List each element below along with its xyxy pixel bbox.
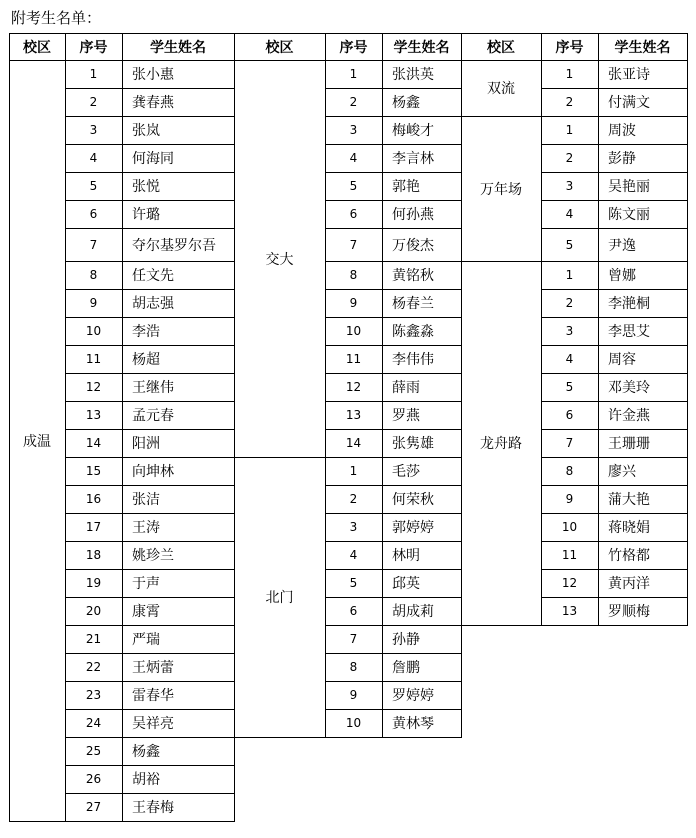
- row-number: 9: [89, 296, 98, 310]
- row-number: 16: [85, 492, 102, 506]
- row-number: 11: [561, 548, 578, 562]
- table-rule: [65, 821, 235, 822]
- row-number: 6: [349, 604, 358, 618]
- student-name: 夺尔基罗尔吾: [132, 237, 216, 254]
- student-name: 阳洲: [132, 436, 160, 452]
- student-name: 何孙燕: [392, 207, 434, 223]
- table-rule: [598, 116, 599, 262]
- table-rule: [325, 457, 326, 738]
- table-rule: [598, 60, 599, 117]
- row-number: 9: [349, 296, 358, 310]
- student-name: 林明: [392, 548, 420, 564]
- row-number: 3: [349, 123, 358, 137]
- row-number: 8: [565, 464, 574, 478]
- student-name: 郭艳: [392, 179, 420, 195]
- student-name: 廖兴: [608, 464, 636, 480]
- student-name: 毛莎: [392, 464, 420, 480]
- column-header: 序号: [79, 39, 108, 56]
- table-rule: [461, 60, 462, 117]
- row-number: 5: [565, 237, 574, 252]
- table-rule: [461, 261, 462, 626]
- table-rule: [65, 60, 66, 822]
- student-name: 詹鹏: [392, 660, 420, 676]
- table-rule: [541, 116, 542, 262]
- student-name: 张悦: [132, 179, 160, 195]
- row-number: 2: [89, 95, 98, 109]
- table-rule: [325, 33, 326, 61]
- student-name: 康霄: [132, 604, 160, 620]
- table-rule: [541, 261, 542, 626]
- table-rule: [541, 60, 542, 117]
- student-name: 蒋晓娟: [608, 520, 650, 536]
- student-name: 龚春燕: [132, 95, 174, 111]
- student-name: 张小惠: [132, 67, 174, 83]
- row-number: 4: [349, 548, 358, 562]
- table-rule: [687, 60, 688, 117]
- table-rule: [234, 60, 235, 458]
- table-rule: [9, 33, 688, 34]
- student-name: 吴艳丽: [608, 179, 650, 195]
- table-rule: [382, 457, 383, 738]
- table-rule: [382, 33, 383, 61]
- row-number: 8: [349, 268, 358, 282]
- row-number: 3: [89, 123, 98, 137]
- row-number: 2: [349, 492, 358, 506]
- student-name: 陈文丽: [608, 207, 650, 223]
- table-rule: [325, 737, 462, 738]
- column-header: 序号: [555, 39, 584, 56]
- row-number: 1: [565, 123, 574, 137]
- student-name: 罗婷婷: [392, 688, 434, 704]
- campus-cell: 双流: [487, 81, 515, 97]
- student-name: 张洁: [132, 492, 160, 508]
- row-number: 5: [349, 576, 358, 590]
- table-rule: [325, 60, 326, 458]
- student-name: 杨超: [132, 352, 160, 368]
- row-number: 15: [85, 464, 102, 478]
- student-name: 王炳蕾: [132, 660, 174, 676]
- table-rule: [598, 261, 599, 626]
- student-name: 张亚诗: [608, 67, 650, 83]
- student-name: 李浩: [132, 324, 160, 340]
- student-name: 李滟桐: [608, 296, 650, 312]
- student-name: 竹格都: [608, 548, 650, 564]
- row-number: 13: [345, 408, 362, 422]
- student-name: 胡志强: [132, 296, 174, 312]
- student-name: 梅峻才: [392, 123, 434, 139]
- row-number: 12: [561, 576, 578, 590]
- table-rule: [541, 33, 542, 61]
- row-number: 7: [89, 237, 98, 252]
- row-number: 17: [85, 520, 102, 534]
- table-rule: [234, 737, 326, 738]
- row-number: 10: [345, 716, 362, 730]
- table-rule: [382, 60, 383, 458]
- row-number: 4: [565, 352, 574, 366]
- row-number: 9: [565, 492, 574, 506]
- row-number: 10: [561, 520, 578, 534]
- student-name: 李言林: [392, 151, 434, 167]
- student-name: 罗顺梅: [608, 604, 650, 620]
- row-number: 14: [345, 436, 362, 450]
- row-number: 5: [349, 179, 358, 193]
- row-number: 4: [565, 207, 574, 221]
- row-number: 8: [349, 660, 358, 674]
- student-name: 吴祥亮: [132, 716, 174, 732]
- column-header: 序号: [339, 39, 368, 56]
- row-number: 12: [85, 380, 102, 394]
- table-rule: [461, 33, 462, 61]
- campus-cell: 交大: [265, 251, 294, 268]
- student-name: 邱英: [392, 576, 420, 592]
- row-number: 1: [565, 268, 574, 282]
- row-number: 10: [85, 324, 102, 338]
- student-name: 孙静: [392, 632, 420, 648]
- row-number: 2: [565, 95, 574, 109]
- row-number: 6: [565, 408, 574, 422]
- row-number: 2: [565, 151, 574, 165]
- row-number: 1: [89, 67, 98, 81]
- row-number: 2: [565, 296, 574, 310]
- row-number: 13: [85, 408, 102, 422]
- row-number: 23: [85, 688, 102, 702]
- student-name: 彭静: [608, 151, 636, 167]
- column-header: 校区: [487, 39, 515, 56]
- row-number: 3: [349, 520, 358, 534]
- student-name: 周容: [608, 352, 636, 368]
- student-name: 王涛: [132, 520, 160, 536]
- row-number: 3: [565, 324, 574, 338]
- student-name: 万俊杰: [392, 237, 434, 254]
- row-number: 7: [349, 237, 358, 252]
- table-rule: [687, 261, 688, 626]
- student-name: 雷春华: [132, 688, 174, 704]
- row-number: 4: [89, 151, 98, 165]
- student-name: 黄林琴: [392, 716, 434, 732]
- student-name: 陈鑫淼: [392, 324, 434, 340]
- row-number: 6: [89, 207, 98, 221]
- table-rule: [9, 33, 10, 61]
- table-rule: [65, 33, 66, 61]
- row-number: 4: [349, 151, 358, 165]
- student-name: 任文先: [132, 268, 174, 284]
- table-rule: [122, 60, 123, 822]
- row-number: 8: [89, 268, 98, 282]
- row-number: 11: [345, 352, 362, 366]
- row-number: 19: [85, 576, 102, 590]
- row-number: 10: [345, 324, 362, 338]
- row-number: 7: [349, 632, 358, 646]
- table-rule: [598, 33, 599, 61]
- row-number: 5: [565, 380, 574, 394]
- student-name: 何海同: [132, 151, 174, 167]
- campus-cell: 万年场: [480, 181, 522, 198]
- campus-cell: 龙舟路: [480, 436, 522, 452]
- student-name: 尹逸: [608, 237, 636, 254]
- student-name: 杨春兰: [392, 296, 434, 312]
- row-number: 6: [349, 207, 358, 221]
- table-rule: [461, 116, 462, 262]
- table-rule: [9, 60, 10, 822]
- student-name: 姚珍兰: [132, 548, 174, 564]
- row-number: 24: [85, 716, 102, 730]
- campus-cell: 北门: [265, 590, 294, 606]
- student-name: 胡成莉: [392, 604, 434, 620]
- table-rule: [687, 33, 688, 61]
- student-name: 王继伟: [132, 380, 174, 396]
- row-number: 13: [561, 604, 578, 618]
- row-number: 18: [85, 548, 102, 562]
- row-number: 1: [349, 464, 358, 478]
- student-name: 蒲大艳: [608, 492, 650, 508]
- column-header: 校区: [23, 39, 51, 56]
- student-name: 罗燕: [392, 408, 420, 424]
- row-number: 1: [565, 67, 574, 81]
- student-name: 邓美玲: [608, 380, 650, 396]
- row-number: 27: [85, 800, 102, 814]
- row-number: 11: [85, 352, 102, 366]
- student-name: 张洪英: [392, 67, 434, 83]
- table-rule: [234, 33, 235, 61]
- row-number: 26: [85, 772, 102, 786]
- column-header: 学生姓名: [614, 39, 671, 56]
- student-name: 杨鑫: [392, 95, 420, 111]
- student-name: 李伟伟: [392, 352, 434, 368]
- student-name: 周波: [608, 123, 636, 139]
- row-number: 2: [349, 95, 358, 109]
- column-header: 学生姓名: [393, 39, 450, 56]
- student-name: 薛雨: [392, 380, 420, 396]
- row-number: 1: [349, 67, 358, 81]
- student-name: 杨鑫: [132, 744, 160, 760]
- row-number: 22: [85, 660, 102, 674]
- row-number: 5: [89, 179, 98, 193]
- row-number: 9: [349, 688, 358, 702]
- student-name: 王春梅: [132, 800, 174, 816]
- column-header: 学生姓名: [150, 39, 206, 56]
- student-name: 李思艾: [608, 324, 650, 340]
- student-name: 于声: [132, 576, 160, 592]
- student-name: 孟元春: [132, 408, 174, 424]
- table-rule: [461, 625, 542, 626]
- student-name: 付满文: [608, 95, 650, 111]
- table-rule: [9, 821, 66, 822]
- student-name: 许璐: [132, 207, 160, 223]
- page-title: 附考生名单：: [11, 9, 102, 27]
- student-name: 郭婷婷: [392, 520, 434, 536]
- row-number: 3: [565, 179, 574, 193]
- campus-cell: 成温: [23, 433, 51, 450]
- row-number: 25: [85, 744, 102, 758]
- row-number: 14: [85, 436, 102, 450]
- student-name: 许金燕: [608, 408, 650, 424]
- table-rule: [122, 33, 123, 61]
- student-name: 黄丙洋: [608, 576, 650, 592]
- column-header: 校区: [265, 39, 294, 56]
- student-name: 黄铭秋: [392, 268, 434, 284]
- student-name: 何荣秋: [392, 492, 434, 508]
- table-rule: [234, 457, 235, 738]
- student-name: 严瑞: [132, 632, 160, 648]
- table-rule: [541, 625, 688, 626]
- row-number: 20: [85, 604, 102, 618]
- student-name: 胡裕: [132, 772, 160, 788]
- student-name: 张岚: [132, 123, 160, 139]
- student-name: 王珊珊: [608, 436, 650, 452]
- student-name: 张隽雄: [392, 436, 434, 452]
- student-name: 曾娜: [608, 268, 636, 284]
- row-number: 7: [565, 436, 574, 450]
- row-number: 12: [345, 380, 362, 394]
- row-number: 21: [85, 632, 102, 646]
- student-name: 向坤林: [132, 464, 174, 480]
- table-rule: [687, 116, 688, 262]
